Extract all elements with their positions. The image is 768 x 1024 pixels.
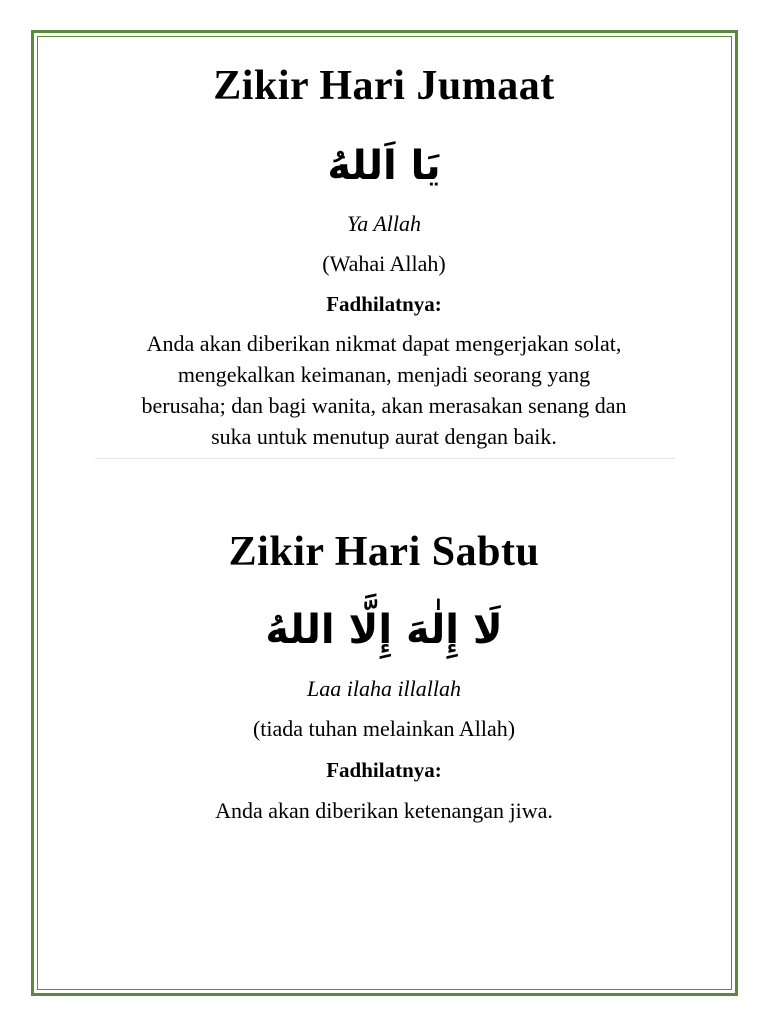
arabic-text-jumaat-wrap xyxy=(0,138,768,194)
benefit-line: suka untuk menutup aurat dengan baik. xyxy=(211,424,557,449)
meaning: (tiada tuhan melainkan Allah) xyxy=(252,716,516,741)
benefit-text-jumaat xyxy=(0,328,768,452)
arabic-text: يَا اَللهُ xyxy=(327,143,441,189)
section-divider xyxy=(95,458,675,459)
section-title: Zikir Hari Sabtu xyxy=(228,529,540,575)
benefit-label-sabtu-wrap xyxy=(0,756,768,784)
benefit-line: mengekalkan keimanan, menjadi seorang yang xyxy=(177,362,591,387)
transliteration: Ya Allah xyxy=(347,211,421,236)
transliteration-sabtu-wrap xyxy=(0,675,768,703)
benefit-text-sabtu xyxy=(0,795,768,826)
section-sabtu xyxy=(0,528,768,576)
arabic-text-sabtu-wrap xyxy=(0,600,768,660)
transliteration-jumaat-wrap xyxy=(0,210,768,238)
benefit-label: Fadhilatnya: xyxy=(326,292,442,316)
benefit-label: Fadhilatnya: xyxy=(326,758,442,782)
section-jumaat xyxy=(0,62,768,110)
arabic-text: لَا إِلٰهَ إِلَّا اللهُ xyxy=(265,607,503,653)
meaning: (Wahai Allah) xyxy=(322,251,446,276)
meaning-jumaat-wrap xyxy=(0,250,768,278)
benefit-line: berusaha; dan bagi wanita, akan merasakan senang dan xyxy=(141,393,627,418)
benefit-line: Anda akan diberikan nikmat dapat mengerjakan solat, xyxy=(146,331,622,356)
section-title: Zikir Hari Jumaat xyxy=(213,63,555,109)
benefit-label-jumaat-wrap xyxy=(0,290,768,318)
meaning-sabtu-wrap xyxy=(0,715,768,743)
transliteration: Laa ilaha illallah xyxy=(306,676,462,701)
benefit-line: Anda akan diberikan ketenangan jiwa. xyxy=(215,798,553,823)
